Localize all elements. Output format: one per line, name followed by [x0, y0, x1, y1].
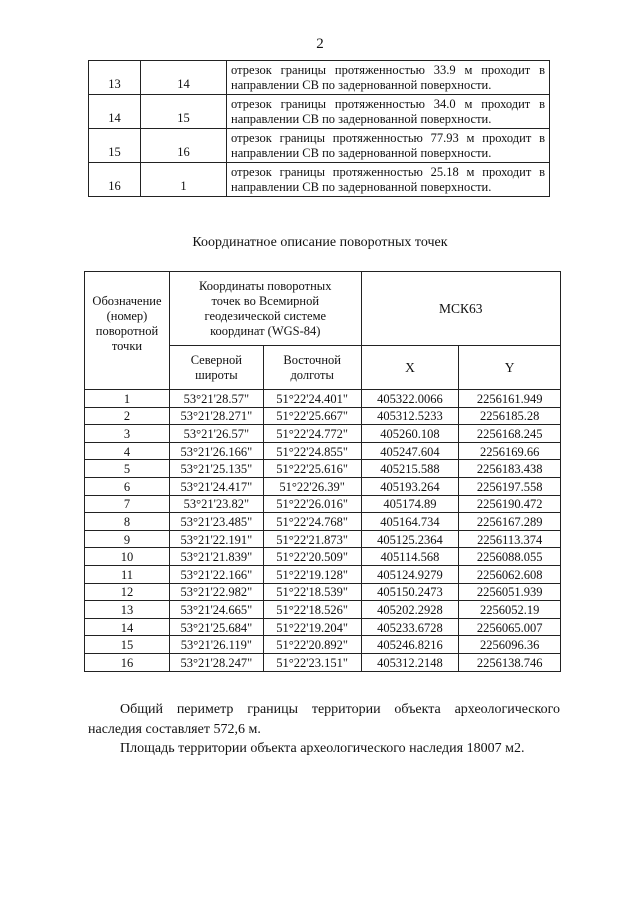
cell-x: 405150.2473 [361, 583, 459, 601]
cell-y: 2256138.746 [459, 653, 561, 671]
cell-point: 11 [85, 565, 170, 583]
cell-point: 15 [85, 636, 170, 654]
cell-x: 405202.2928 [361, 601, 459, 619]
cell-longitude: 51°22'20.892" [263, 636, 361, 654]
cell-x: 405246.8216 [361, 636, 459, 654]
cell-longitude: 51°22'20.509" [263, 548, 361, 566]
segment-from: 14 [89, 95, 141, 129]
cell-latitude: 53°21'25.135" [169, 460, 263, 478]
segment-row [89, 129, 550, 163]
cell-y: 2256161.949 [459, 390, 561, 408]
cell-x: 405174.89 [361, 495, 459, 513]
coordinate-row [85, 583, 561, 601]
cell-latitude: 53°21'23.82" [169, 495, 263, 513]
segment-description: отрезок границы протяженностью 34.0 м проходит в направлении СВ по задернованной поверхности. [227, 95, 550, 129]
cell-longitude: 51°22'19.128" [263, 565, 361, 583]
cell-point: 10 [85, 548, 170, 566]
cell-longitude: 51°22'18.539" [263, 583, 361, 601]
cell-point: 8 [85, 513, 170, 531]
header-latitude: Северной широты [169, 346, 263, 390]
cell-y: 2256051.939 [459, 583, 561, 601]
cell-point: 16 [85, 653, 170, 671]
cell-x: 405312.2148 [361, 653, 459, 671]
header-y: Y [459, 346, 561, 390]
area-text: Площадь территории объекта археологического наследия 18007 м2. [120, 741, 525, 756]
cell-x: 405322.0066 [361, 390, 459, 408]
cell-y: 2256168.245 [459, 425, 561, 443]
coordinate-row [85, 390, 561, 408]
header-x: X [361, 346, 459, 390]
cell-point: 9 [85, 530, 170, 548]
cell-latitude: 53°21'28.247" [169, 653, 263, 671]
cell-longitude: 51°22'18.526" [263, 601, 361, 619]
header-point: Обозначение (номер) поворотной точки [85, 272, 170, 390]
cell-x: 405164.734 [361, 513, 459, 531]
segment-from: 15 [89, 129, 141, 163]
cell-longitude: 51°22'24.855" [263, 442, 361, 460]
segment-to: 15 [141, 95, 227, 129]
coordinate-row [85, 530, 561, 548]
cell-y: 2256062.608 [459, 565, 561, 583]
cell-latitude: 53°21'23.485" [169, 513, 263, 531]
cell-latitude: 53°21'21.839" [169, 548, 263, 566]
cell-latitude: 53°21'22.191" [169, 530, 263, 548]
cell-y: 2256190.472 [459, 495, 561, 513]
cell-point: 1 [85, 390, 170, 408]
cell-longitude: 51°22'24.401" [263, 390, 361, 408]
cell-latitude: 53°21'25.684" [169, 618, 263, 636]
cell-latitude: 53°21'26.119" [169, 636, 263, 654]
cell-y: 2256169.66 [459, 442, 561, 460]
cell-longitude: 51°22'24.772" [263, 425, 361, 443]
cell-latitude: 53°21'28.57" [169, 390, 263, 408]
cell-longitude: 51°22'25.616" [263, 460, 361, 478]
cell-x: 405193.264 [361, 477, 459, 495]
cell-x: 405215.588 [361, 460, 459, 478]
cell-latitude: 53°21'26.166" [169, 442, 263, 460]
cell-point: 4 [85, 442, 170, 460]
cell-latitude: 53°21'22.982" [169, 583, 263, 601]
cell-x: 405125.2364 [361, 530, 459, 548]
header-msk63: МСК63 [361, 272, 560, 346]
cell-latitude: 53°21'24.665" [169, 601, 263, 619]
coordinate-row [85, 425, 561, 443]
cell-x: 405233.6728 [361, 618, 459, 636]
coordinate-row [85, 601, 561, 619]
cell-y: 2256096.36 [459, 636, 561, 654]
cell-x: 405260.108 [361, 425, 459, 443]
cell-point: 3 [85, 425, 170, 443]
coordinate-row [85, 565, 561, 583]
coordinate-row [85, 442, 561, 460]
cell-y: 2256197.558 [459, 477, 561, 495]
cell-y: 2256113.374 [459, 530, 561, 548]
segment-to: 16 [141, 129, 227, 163]
cell-longitude: 51°22'21.873" [263, 530, 361, 548]
coordinate-row [85, 513, 561, 531]
cell-longitude: 51°22'24.768" [263, 513, 361, 531]
cell-point: 2 [85, 407, 170, 425]
coordinates-heading: Координатное описание поворотных точек [192, 235, 448, 250]
coordinate-row [85, 495, 561, 513]
cell-y: 2256065.007 [459, 618, 561, 636]
segment-description: отрезок границы протяженностью 25.18 м проходит в направлении СВ по задернованной поверхности. [227, 163, 550, 197]
cell-x: 405247.604 [361, 442, 459, 460]
cell-latitude: 53°21'28.271" [169, 407, 263, 425]
page-number: 2 [316, 36, 324, 52]
cell-point: 6 [85, 477, 170, 495]
cell-point: 5 [85, 460, 170, 478]
segment-to: 14 [141, 61, 227, 95]
coordinates-table [84, 271, 561, 672]
cell-longitude: 51°22'23.151" [263, 653, 361, 671]
coordinate-row [85, 636, 561, 654]
coordinate-row [85, 407, 561, 425]
header-longitude: Восточной долготы [263, 346, 361, 390]
coordinate-row [85, 477, 561, 495]
cell-y: 2256052.19 [459, 601, 561, 619]
cell-latitude: 53°21'24.417" [169, 477, 263, 495]
perimeter-text: Общий периметр границы территории объекта археологического наследия составляет 572,6 м. [88, 702, 560, 737]
cell-longitude: 51°22'19.204" [263, 618, 361, 636]
cell-y: 2256167.289 [459, 513, 561, 531]
coordinate-row [85, 460, 561, 478]
coordinate-row [85, 548, 561, 566]
cell-x: 405124.9279 [361, 565, 459, 583]
boundary-segments-table [88, 60, 550, 197]
segment-row [89, 95, 550, 129]
cell-point: 7 [85, 495, 170, 513]
segment-row [89, 163, 550, 197]
header-wgs84: Координаты поворотных точек во Всемирной геодезической системе координат (WGS-84) [169, 272, 361, 346]
segment-from: 16 [89, 163, 141, 197]
cell-point: 13 [85, 601, 170, 619]
segment-to: 1 [141, 163, 227, 197]
cell-longitude: 51°22'26.39" [263, 477, 361, 495]
cell-point: 14 [85, 618, 170, 636]
cell-y: 2256088.055 [459, 548, 561, 566]
segment-description: отрезок границы протяженностью 33.9 м проходит в направлении СВ по задернованной поверхности. [227, 61, 550, 95]
cell-longitude: 51°22'25.667" [263, 407, 361, 425]
segment-row [89, 61, 550, 95]
cell-latitude: 53°21'26.57" [169, 425, 263, 443]
segment-description: отрезок границы протяженностью 77.93 м проходит в направлении СВ по задернованной поверхности. [227, 129, 550, 163]
cell-y: 2256185.28 [459, 407, 561, 425]
cell-x: 405114.568 [361, 548, 459, 566]
cell-y: 2256183.438 [459, 460, 561, 478]
cell-point: 12 [85, 583, 170, 601]
coordinate-row [85, 653, 561, 671]
coordinate-row [85, 618, 561, 636]
cell-x: 405312.5233 [361, 407, 459, 425]
cell-latitude: 53°21'22.166" [169, 565, 263, 583]
segment-from: 13 [89, 61, 141, 95]
cell-longitude: 51°22'26.016" [263, 495, 361, 513]
